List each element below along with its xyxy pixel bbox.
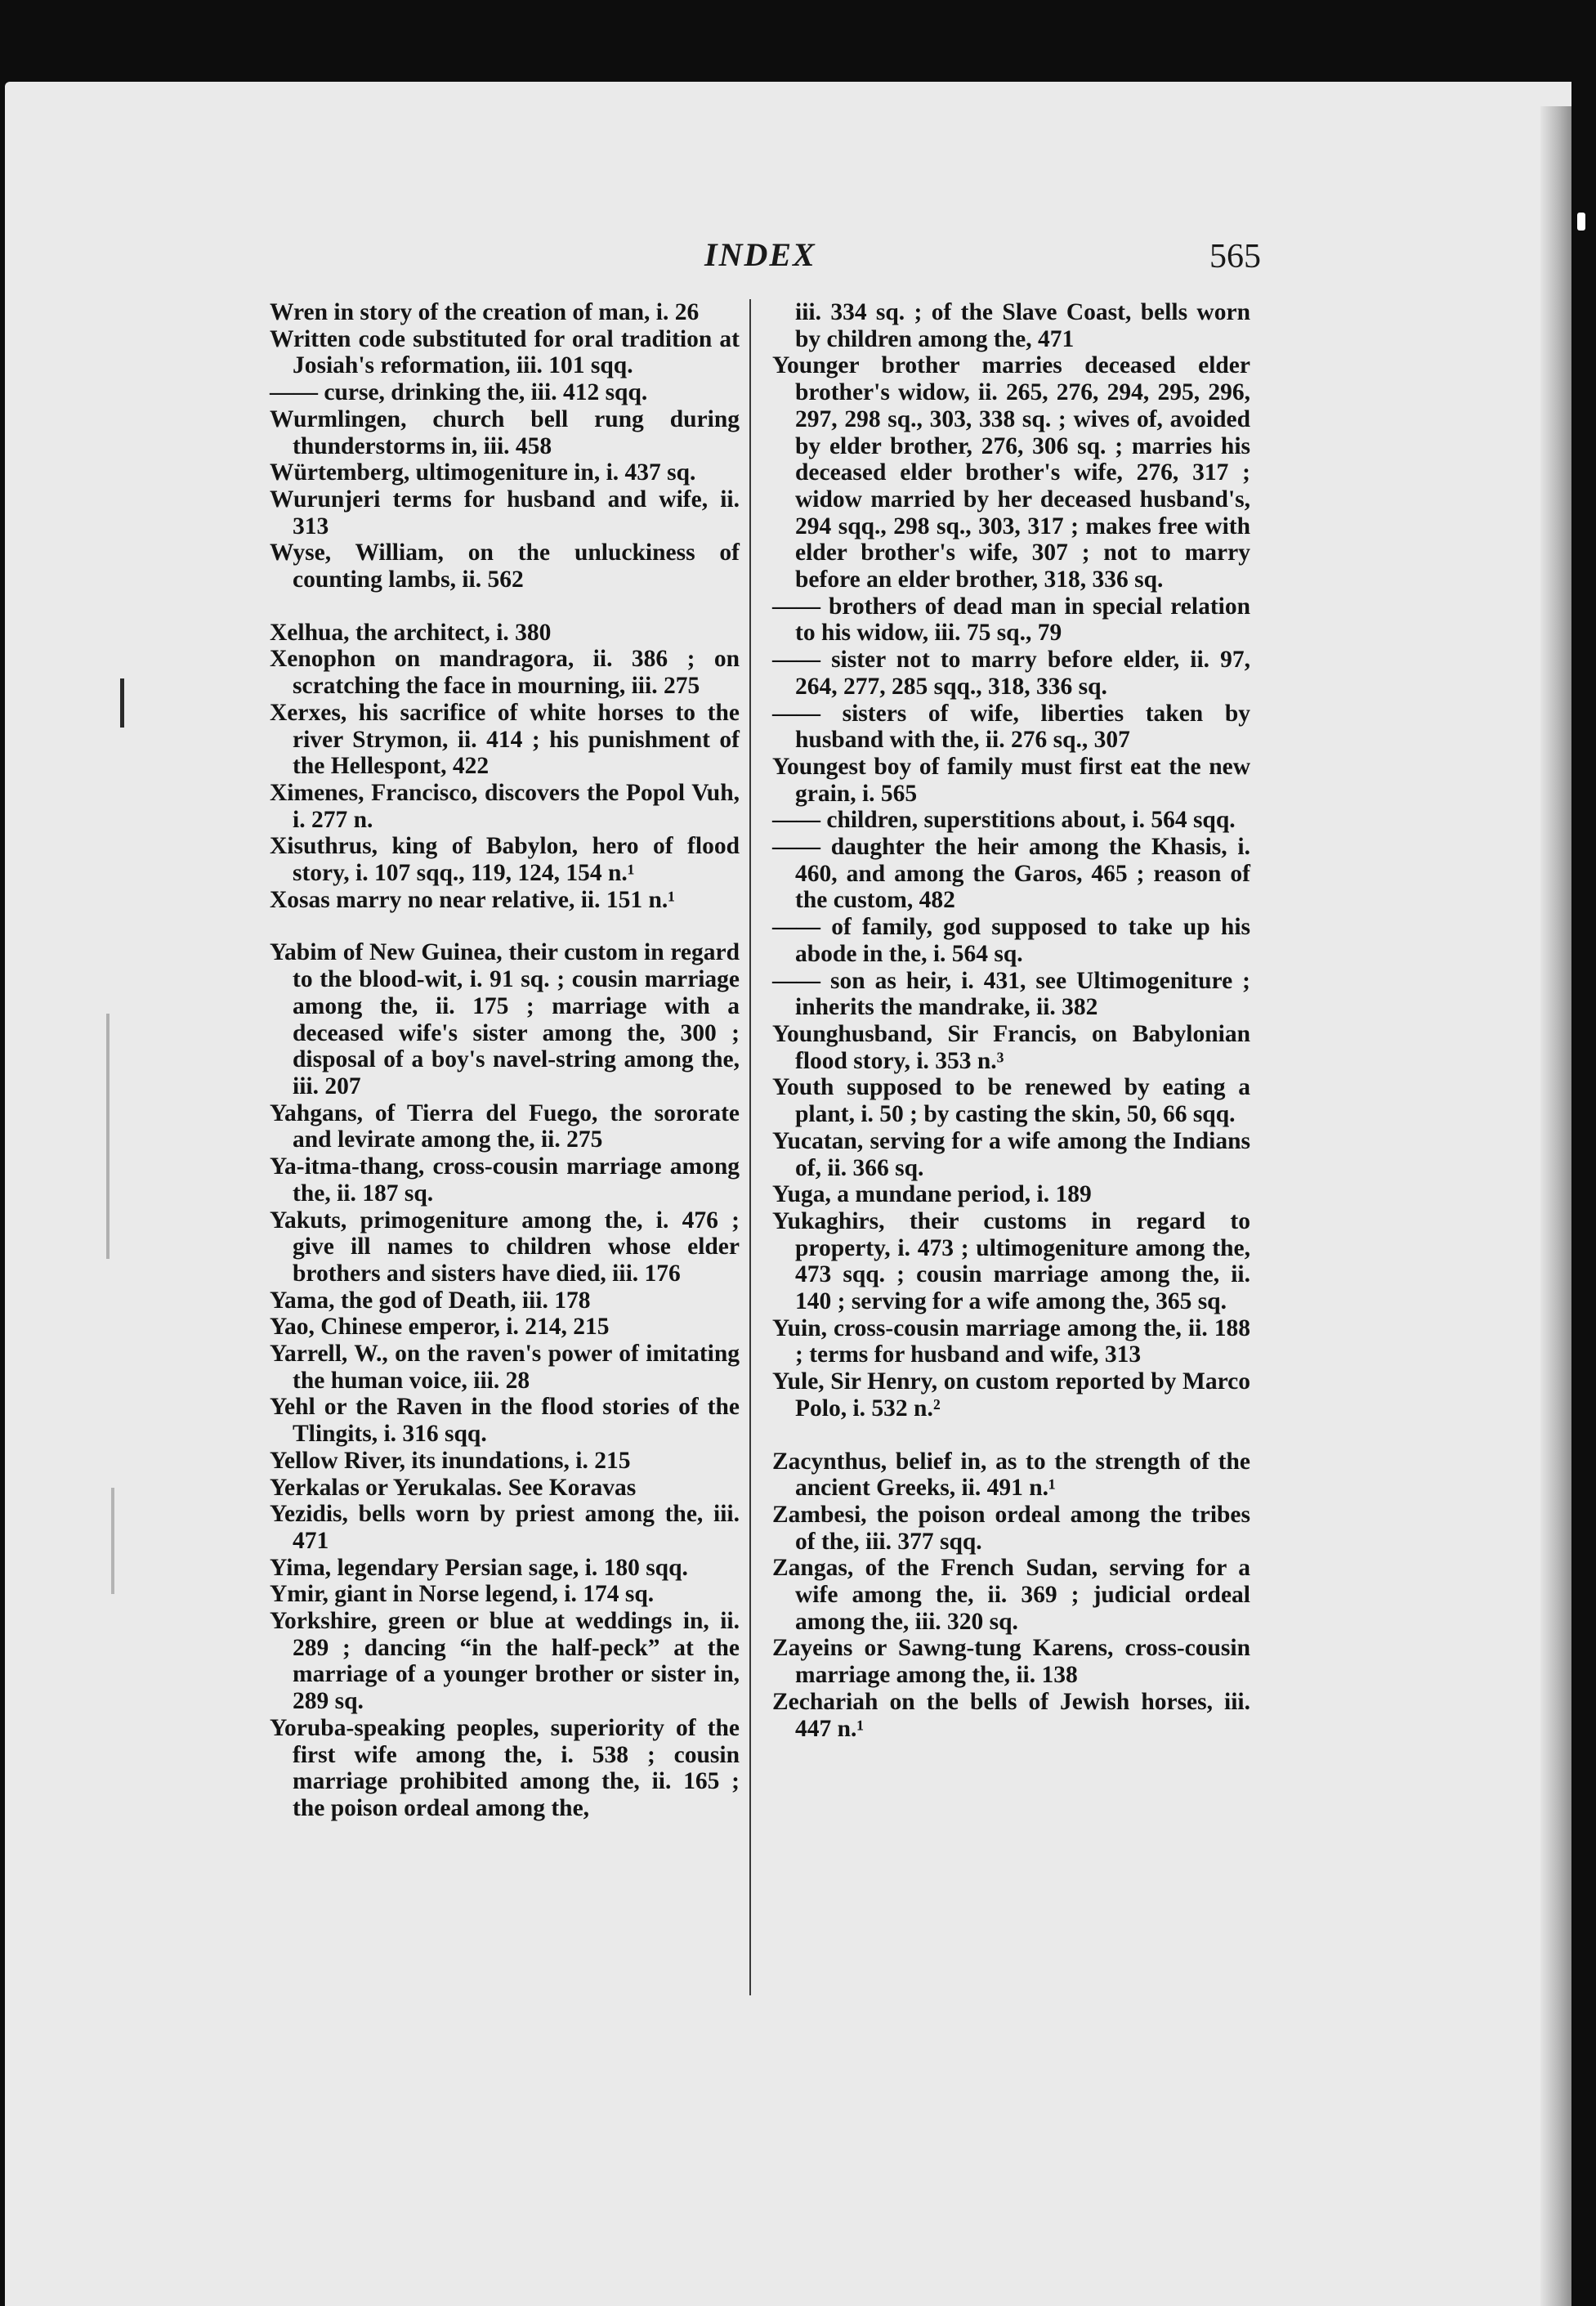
- index-entry: Yima, legendary Persian sage, i. 180 sqq.: [270, 1554, 688, 1581]
- index-entry: Ymir, giant in Norse legend, i. 174 sq.: [270, 1581, 655, 1608]
- index-entry: Yahgans, of Tierra del Fuego, the sororate and levirate among the, ii. 275: [270, 1099, 740, 1153]
- index-column-left: [270, 299, 740, 1822]
- index-entry: —— sisters of wife, liberties taken by husband with the, ii. 276 sq., 307: [772, 700, 1250, 754]
- index-entry: —— brothers of dead man in special relation to his widow, iii. 75 sq., 79: [772, 593, 1250, 647]
- index-entry: —— sister not to marry before elder, ii. 97, 264, 277, 285 sqq., 318, 336 sq.: [772, 647, 1250, 700]
- index-entry: Yao, Chinese emperor, i. 214, 215: [270, 1314, 610, 1341]
- index-entry: Zacynthus, belief in, as to the strength of the ancient Greeks, ii. 491 n.¹: [772, 1448, 1250, 1502]
- index-entry: Younghusband, Sir Francis, on Babylonian flood story, i. 353 n.³: [772, 1020, 1250, 1074]
- index-entry: Yama, the god of Death, iii. 178: [270, 1287, 591, 1314]
- index-entry: Yucatan, serving for a wife among the Indians of, ii. 366 sq.: [772, 1127, 1250, 1181]
- index-entry: Wren in story of the creation of man, i. 26: [270, 299, 700, 325]
- index-entry: Yorkshire, green or blue at weddings in, ii. 289 ; dancing “in the half-peck” at the marriage of a younger brother or sister in, 289 sq.: [270, 1608, 740, 1715]
- scan-artifact-mark: [106, 1014, 110, 1259]
- index-entry: iii. 334 sq. ; of the Slave Coast, bells worn by children among the, 471: [795, 299, 1250, 352]
- index-entry: Yuga, a mundane period, i. 189: [772, 1181, 1092, 1208]
- index-entry: Yezidis, bells worn by priest among the, iii. 471: [270, 1501, 740, 1554]
- index-entry: Yuin, cross-cousin marriage among the, ii. 188 ; terms for husband and wife, 313: [772, 1314, 1250, 1368]
- index-entry: Yukaghirs, their customs in regard to property, i. 473 ; ultimogeniture among the, 473 sqq. ; cousin marriage among the, ii. 140 ; serving for a wife among the, 365 sq.: [772, 1207, 1250, 1315]
- index-entry: —— son as heir, i. 431, see Ultimogeniture ; inherits the mandrake, ii. 382: [772, 967, 1250, 1021]
- index-entry: —— daughter the heir among the Khasis, i. 460, and among the Garos, 465 ; reason of the custom, 482: [772, 834, 1250, 914]
- index-entry: Würtemberg, ultimogeniture in, i. 437 sq.: [270, 459, 696, 486]
- index-entry: Ya-itma-thang, cross-cousin marriage among the, ii. 187 sq.: [270, 1153, 740, 1207]
- index-entry: Yakuts, primogeniture among the, i. 476 ; give ill names to children whose elder brothers and sisters have died, iii. 176: [270, 1207, 740, 1287]
- index-entry: Yehl or the Raven in the flood stories of the Tlingits, i. 316 sqq.: [270, 1394, 740, 1448]
- scan-artifact-mark: [111, 1488, 114, 1594]
- index-entry: Youngest boy of family must first eat the new grain, i. 565: [772, 753, 1250, 807]
- index-entry: Wurmlingen, church bell rung during thunderstorms in, iii. 458: [270, 405, 740, 459]
- index-entry: —— of family, god supposed to take up his abode in the, i. 564 sq.: [772, 914, 1250, 967]
- index-entry: Yabim of New Guinea, their custom in regard to the blood-wit, i. 91 sq. ; cousin marriage among the, ii. 175 ; marriage with a deceased wife's sister among the, 300 ; disposal of a boy's navel-string among the, iii. 207: [270, 939, 740, 1099]
- index-entry: Yule, Sir Henry, on custom reported by Marco Polo, i. 532 n.²: [772, 1368, 1250, 1422]
- index-entry: Wyse, William, on the unluckiness of counting lambs, ii. 562: [270, 540, 740, 593]
- index-entry: Xenophon on mandragora, ii. 386 ; on scratching the face in mourning, iii. 275: [270, 646, 740, 700]
- running-header-title: INDEX: [704, 236, 816, 273]
- index-entry: Yellow River, its inundations, i. 215: [270, 1447, 631, 1474]
- index-entry: Younger brother marries deceased elder brother's widow, ii. 265, 276, 294, 295, 296, 297, 298 sq., 303, 338 sq. ; wives of, avoided by elder brother, 276, 306 sq. ; marries his deceased elder brother's wife, 276, 317 ; widow married by her deceased husband's, 294 sqq., 298 sq., 303, 317 ; makes free with elder brother's wife, 307 ; not to marry before an elder brother, 318, 336 sq.: [772, 352, 1250, 593]
- index-entry: Ximenes, Francisco, discovers the Popol Vuh, i. 277 n.: [270, 779, 740, 833]
- page-number: 565: [1209, 238, 1261, 275]
- index-entry: Written code substituted for oral tradition at Josiah's reformation, iii. 101 sqq.: [270, 325, 740, 379]
- page-edge-shadow: [1540, 106, 1571, 2306]
- index-entry: Zechariah on the bells of Jewish horses, iii. 447 n.¹: [772, 1688, 1250, 1742]
- index-entry: Yoruba-speaking peoples, superiority of the first wife among the, i. 538 ; cousin marriage prohibited among the, ii. 165 ; the poison ordeal among the,: [270, 1714, 740, 1821]
- index-entry: Yarrell, W., on the raven's power of imitating the human voice, iii. 28: [270, 1341, 740, 1394]
- index-entry: Xerxes, his sacrifice of white horses to the river Strymon, ii. 414 ; his punishment of the Hellespont, 422: [270, 699, 740, 780]
- index-entry: —— children, superstitions about, i. 564 sqq.: [772, 807, 1236, 834]
- column-divider: [749, 299, 751, 1995]
- scan-artifact-mark: [1577, 213, 1585, 231]
- index-entry: —— curse, drinking the, iii. 412 sqq.: [270, 379, 648, 406]
- index-entry: Zayeins or Sawng-tung Karens, cross-cousin marriage among the, ii. 138: [772, 1635, 1250, 1689]
- index-entry: Zangas, of the French Sudan, serving for a wife among the, ii. 369 ; judicial ordeal among the, iii. 320 sq.: [772, 1555, 1250, 1635]
- index-entry: Xelhua, the architect, i. 380: [270, 619, 552, 646]
- scan-artifact-mark: [120, 678, 124, 728]
- index-entry: Xosas marry no near relative, ii. 151 n.¹: [270, 886, 676, 913]
- index-entry: Youth supposed to be renewed by eating a plant, i. 50 ; by casting the skin, 50, 66 sqq.: [772, 1074, 1250, 1128]
- index-entry: Xisuthrus, king of Babylon, hero of flood story, i. 107 sqq., 119, 124, 154 n.¹: [270, 833, 740, 887]
- index-entry: Yerkalas or Yerukalas. See Koravas: [270, 1474, 637, 1501]
- index-entry: Zambesi, the poison ordeal among the tribes of the, iii. 377 sqq.: [772, 1501, 1250, 1555]
- index-entry: Wurunjeri terms for husband and wife, ii. 313: [270, 486, 740, 540]
- index-column-right: [772, 299, 1250, 1742]
